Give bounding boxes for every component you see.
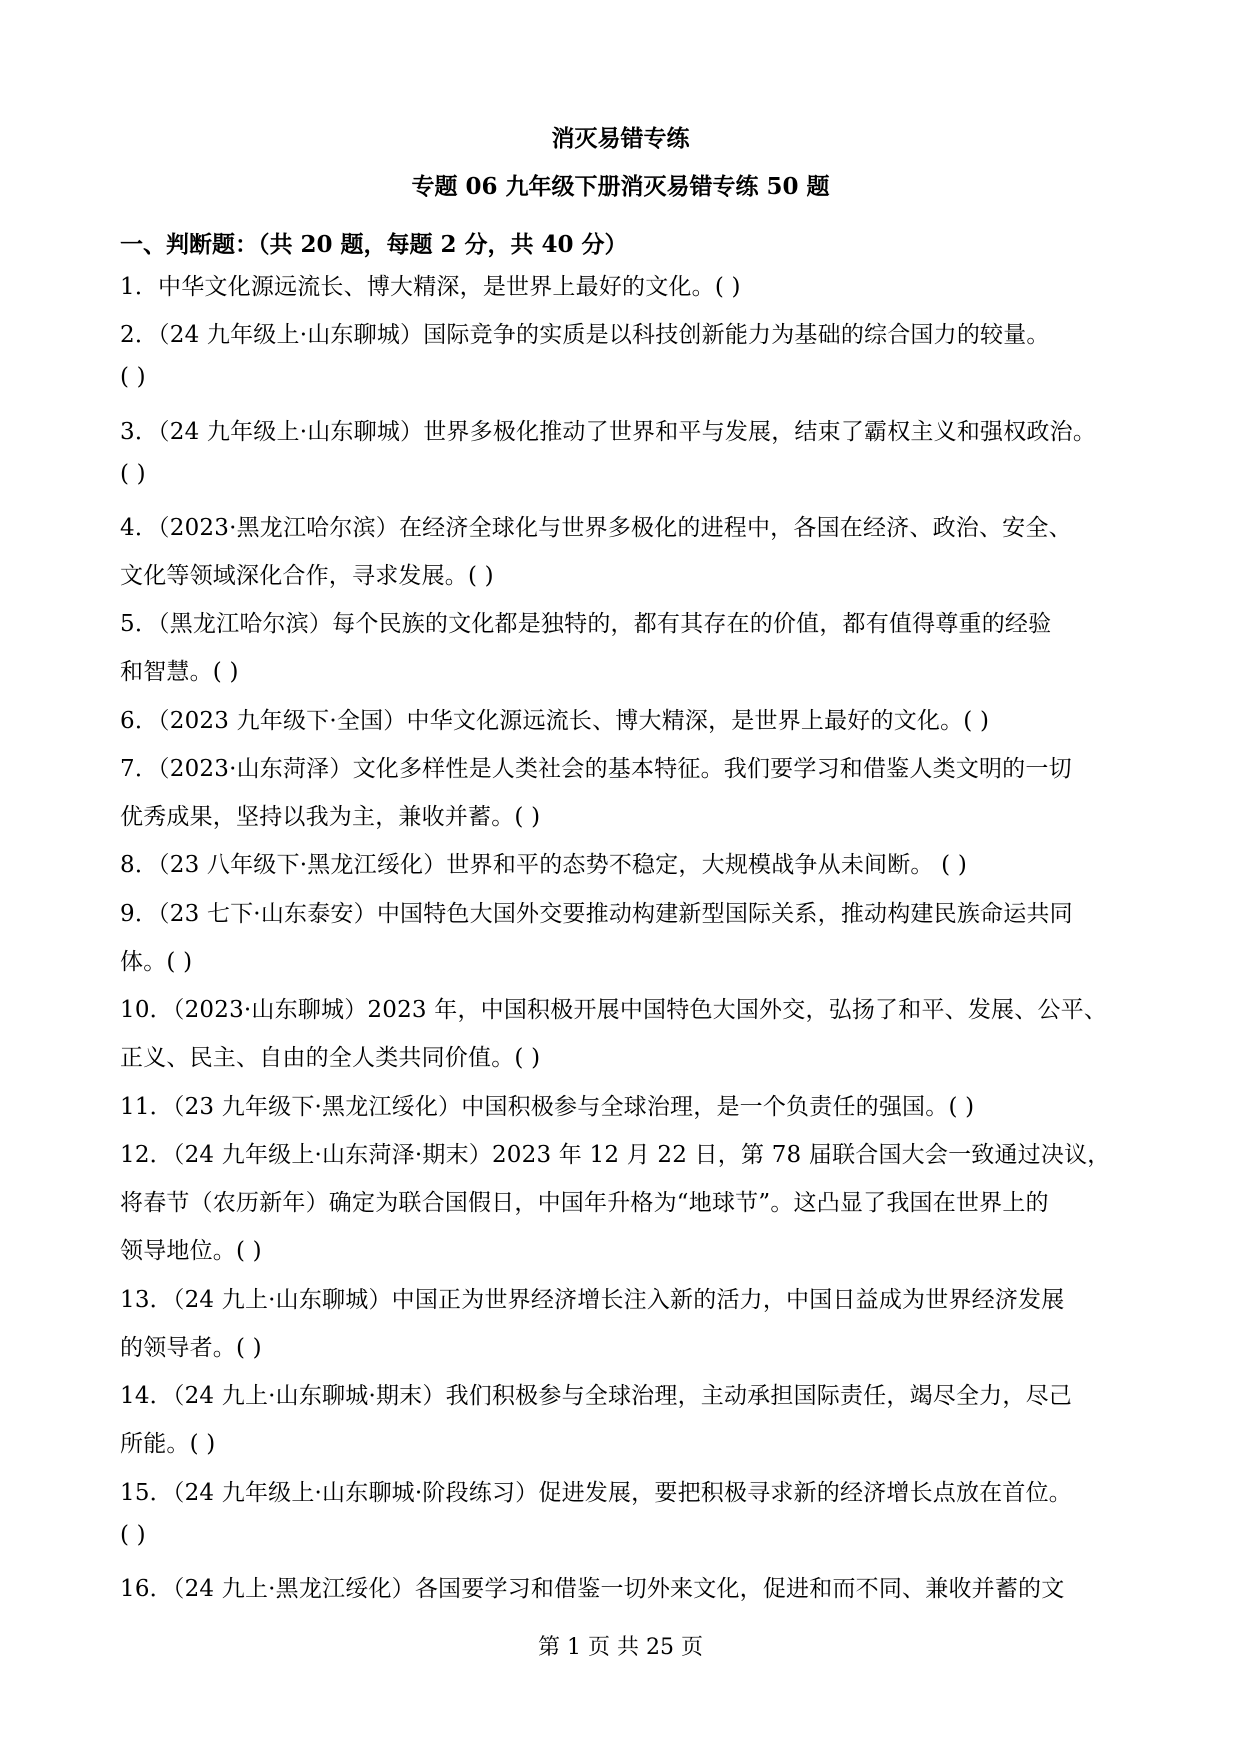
question-line: 8．（23 八年级下·黑龙江绥化）世界和平的态势不稳定，大规模战争从未间断。 ( ) — [120, 852, 967, 878]
question-line: 15．（24 九年级上·山东聊城·阶段练习）促进发展，要把积极寻求新的经济增长点放在首位。 — [120, 1480, 1072, 1506]
question-line: 优秀成果，坚持以我为主，兼收并蓄。( ) — [120, 804, 541, 830]
question-line: 正义、民主、自由的全人类共同价值。( ) — [120, 1045, 541, 1071]
question-line: 10．（2023·山东聊城）2023 年，中国积极开展中国特色大国外交，弘扬了和平、发展、公平、 — [120, 997, 1108, 1023]
question-line: 2．（24 九年级上·山东聊城）国际竞争的实质是以科技创新能力为基础的综合国力的较量。 — [120, 322, 1050, 348]
document-title: 消灭易错专练 — [551, 125, 690, 152]
question-line: 5．（黑龙江哈尔滨）每个民族的文化都是独特的，都有其存在的价值，都有值得尊重的经验 — [120, 611, 1052, 637]
question-line: 11．（23 九年级下·黑龙江绥化）中国积极参与全球治理，是一个负责任的强国。( ) — [120, 1094, 975, 1120]
question-line: 文化等领域深化合作，寻求发展。( ) — [120, 563, 494, 589]
question-line: 所能。( ) — [120, 1431, 216, 1457]
question-line: ( ) — [120, 461, 146, 487]
question-line: ( ) — [120, 364, 146, 390]
page-number-footer: 第 1 页 共 25 页 — [538, 1635, 703, 1660]
question-line: 6．（2023 九年级下·全国）中华文化源远流长、博大精深，是世界上最好的文化。( ) — [120, 708, 990, 734]
question-line: 7．（2023·山东菏泽）文化多样性是人类社会的基本特征。我们要学习和借鉴人类文明的一切 — [120, 756, 1072, 782]
question-line: 3．（24 九年级上·山东聊城）世界多极化推动了世界和平与发展，结束了霸权主义和强权政治。 — [120, 419, 1097, 445]
question-line: 1．中华文化源远流长、博大精深，是世界上最好的文化。( ) — [120, 274, 741, 300]
question-line: 4．（2023·黑龙江哈尔滨）在经济全球化与世界多极化的进程中，各国在经济、政治、安全、 — [120, 515, 1072, 541]
question-line: 和智慧。( ) — [120, 659, 239, 685]
question-line: 体。( ) — [120, 949, 193, 975]
document-subtitle: 专题 06 九年级下册消灭易错专练 50 题 — [411, 173, 830, 200]
question-line: 领导地位。( ) — [120, 1238, 262, 1264]
question-line: 12．（24 九年级上·山东菏泽·期末）2023 年 12 月 22 日，第 78 届联合国大会一致通过决议， — [120, 1142, 1111, 1168]
question-line: 9．（23 七下·山东泰安）中国特色大国外交要推动构建新型国际关系，推动构建民族命运共同 — [120, 901, 1073, 927]
question-line: 14．（24 九上·山东聊城·期末）我们积极参与全球治理，主动承担国际责任，竭尽全力，尽己 — [120, 1383, 1072, 1409]
question-line: 的领导者。( ) — [120, 1335, 262, 1361]
question-line: 13．（24 九上·山东聊城）中国正为世界经济增长注入新的活力，中国日益成为世界经济发展 — [120, 1287, 1065, 1313]
section-heading: 一、判断题：（共 20 题，每题 2 分，共 40 分） — [120, 231, 628, 258]
question-line: 将春节（农历新年）确定为联合国假日，中国年升格为“地球节”。这凸显了我国在世界上的 — [120, 1190, 1049, 1216]
question-line: 16．（24 九上·黑龙江绥化）各国要学习和借鉴一切外来文化，促进和而不同、兼收并蓄的文 — [120, 1576, 1065, 1602]
question-line: ( ) — [120, 1522, 146, 1548]
